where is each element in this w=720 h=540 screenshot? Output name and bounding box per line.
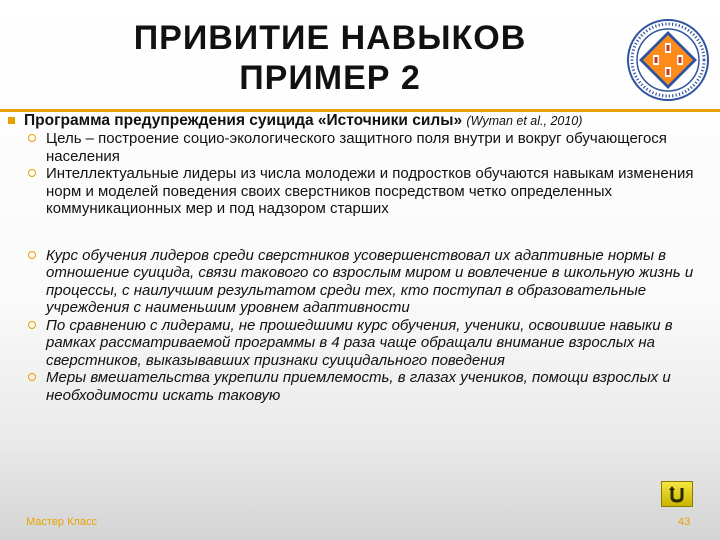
citation: (Wyman et al., 2010) [466,114,583,128]
list-item [6,130,712,165]
slide-title [60,18,600,98]
ring-bullet-icon [28,321,36,329]
ring-bullet-icon [28,134,36,142]
main-bullet [6,112,712,130]
return-button[interactable] [661,481,693,507]
list-item-text: По сравнению с лидерами, не прошедшими курс обучения, ученики, освоившие навыки в рамках рассматриваемой программы в 4 раза чаще обращали внимание взрослых на сверстников, выказывавших признаки суицидального поведения [46,316,673,369]
square-bullet-icon [8,117,15,124]
ring-bullet-icon [28,373,36,381]
ring-bullet-icon [28,169,36,177]
page-number: 43 [678,516,691,528]
list-item [6,247,712,317]
list-item-text: Цель – построение социо-экологического защитного поля внутри и вокруг обучающегося населения [46,130,667,165]
list-item-text: Меры вмешательства укрепили приемлемость, в глазах учеников, помощи взрослых и необходимости искать таковую [46,369,671,404]
list-item-text: Интеллектуальные лидеры из числа молодежи и подростков обучаются навыкам изменения норм и моделей поведения своих сверстников посредством четко определенных коммуникационных мер и под надзором старших [46,165,694,217]
slide-body [6,112,712,404]
list-item [6,369,712,404]
emblem-icon [626,18,710,102]
title-line-1: ПРИВИТИЕ НАВЫКОВ [133,19,527,57]
main-bullet-text: Программа предупреждения суицида «Источники силы» [24,112,463,129]
return-icon [662,482,692,506]
footer-label: Мастер Класс [26,516,98,528]
list-item-text: Курс обучения лидеров среди сверстников усовершенствовал их адаптивные нормы в отношение суицида, связи такового со взрослым миром и вовлечение в школьную жизнь и процессы, с наилучшим результатом среди тех, кто поступал в образовательные учреждения с наименьшим уровнем адаптивности [46,246,694,316]
title-line-2: ПРИМЕР 2 [239,59,421,97]
ring-bullet-icon [28,251,36,259]
list-item [6,165,712,218]
list-item [6,317,712,370]
